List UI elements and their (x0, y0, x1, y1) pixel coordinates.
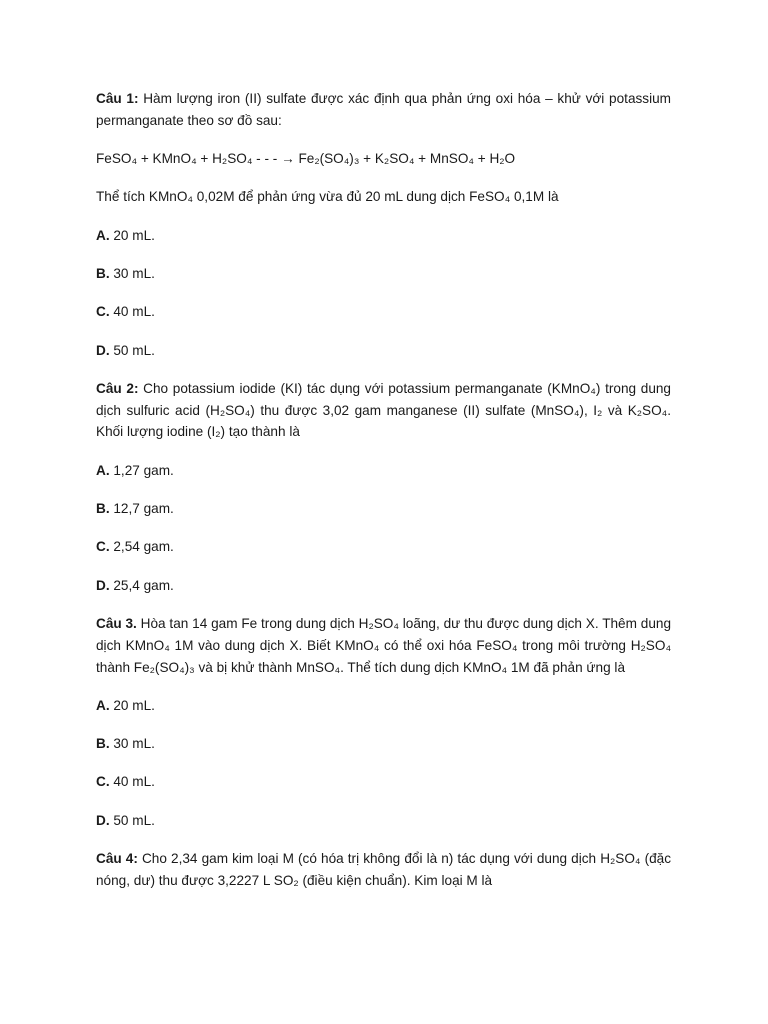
option-letter: C. (96, 774, 110, 790)
option-letter: A. (96, 697, 110, 713)
question-3-label: Câu 3. (96, 615, 137, 631)
option-text: 40 mL. (113, 774, 155, 790)
question-1-label: Câu 1: (96, 91, 139, 106)
question-1-text: Hàm lượng iron (II) sulfate được xác định qua phản ứng oxi hóa – khử với potassium permanganate theo sơ đồ sau: (96, 91, 671, 128)
option-text: 2,54 gam. (113, 539, 174, 555)
question-1-option-d (96, 340, 671, 362)
option-letter: B. (96, 736, 110, 752)
question-1-prompt: Thể tích KMnO₄ 0,02M để phản ứng vừa đủ 20 mL dung dịch FeSO₄ 0,1M là (96, 189, 559, 205)
option-letter: D. (96, 812, 110, 828)
question-4-stem (96, 848, 671, 892)
option-text: 25,4 gam. (113, 577, 174, 593)
question-2-option-b (96, 498, 671, 520)
option-letter: B. (96, 265, 110, 281)
option-letter: D. (96, 577, 110, 593)
question-1-stem (96, 88, 671, 132)
question-2-option-c (96, 536, 671, 558)
question-3-option-b (96, 733, 671, 755)
question-3-text: Hòa tan 14 gam Fe trong dung dịch H₂SO₄ loãng, dư thu được dung dịch X. Thêm dung dịch KMnO₄ 1M vào dung dịch X. Biết KMnO₄ có thể oxi hóa FeSO₄ trong môi trường H₂SO₄ thành Fe₂(SO₄)₃ và bị khử thành MnSO₄. Thể tích dung dịch KMnO₄ 1M đã phản ứng là (96, 615, 672, 675)
question-3-option-d (96, 810, 671, 832)
document-page (96, 88, 671, 908)
question-2-option-a (96, 460, 671, 482)
question-4-label: Câu 4: (96, 851, 138, 867)
option-letter: C. (96, 304, 110, 320)
option-letter: A. (96, 462, 110, 478)
option-text: 1,27 gam. (113, 462, 174, 478)
option-text: 50 mL. (113, 342, 155, 358)
question-3-option-a (96, 695, 671, 717)
option-text: 12,7 gam. (113, 501, 174, 517)
question-2-label: Câu 2: (96, 380, 139, 396)
question-1-option-a (96, 225, 671, 247)
option-letter: A. (96, 227, 110, 243)
question-1-option-c (96, 301, 671, 323)
option-letter: B. (96, 501, 110, 517)
question-2-stem (96, 378, 671, 443)
option-letter: D. (96, 342, 110, 358)
option-text: 20 mL. (113, 227, 155, 243)
option-text: 20 mL. (113, 697, 155, 713)
question-2-option-d (96, 575, 671, 597)
option-text: 30 mL. (113, 265, 155, 281)
option-letter: C. (96, 539, 110, 555)
question-3-option-c (96, 771, 671, 793)
option-text: 50 mL. (113, 812, 155, 828)
question-2-text: Cho potassium iodide (KI) tác dụng với potassium permanganate (KMnO₄) trong dung dịch sulfuric acid (H₂SO₄) thu được 3,02 gam manganese (II) sulfate (MnSO₄), I₂ và K₂SO₄. Khối lượng iodine (I₂) tạo thành là (96, 380, 671, 440)
option-text: 40 mL. (113, 304, 155, 320)
option-text: 30 mL. (113, 736, 155, 752)
question-3-stem (96, 613, 671, 678)
question-1-equation: FeSO₄ + KMnO₄ + H₂SO₄ - - - → Fe₂(SO₄)₃ + K₂SO₄ + MnSO₄ + H₂O (96, 151, 516, 167)
question-1-option-b (96, 263, 671, 285)
question-4-text: Cho 2,34 gam kim loại M (có hóa trị không đổi là n) tác dụng với dung dịch H₂SO₄ (đặc nóng, dư) thu được 3,2227 L SO₂ (điều kiện chuẩn). Kim loại M là (96, 851, 672, 888)
